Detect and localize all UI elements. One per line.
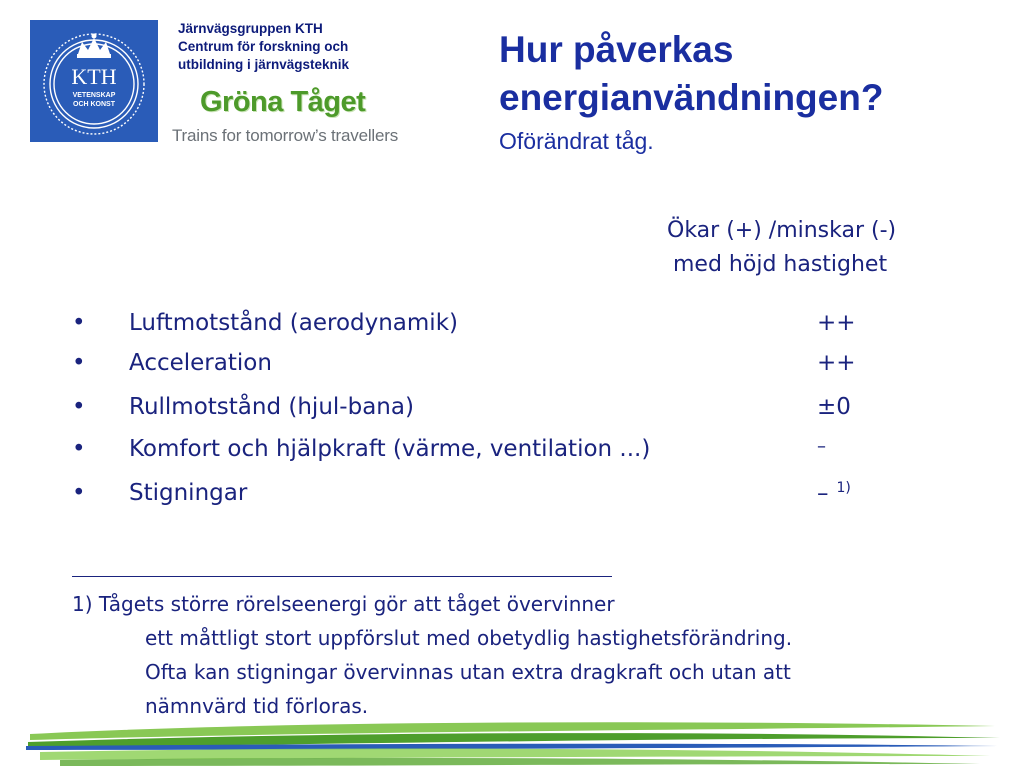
bullet-value: –	[817, 480, 829, 507]
footnote-divider	[72, 576, 612, 577]
org-name-line: Centrum för forskning och	[178, 39, 349, 54]
kth-logo-sub2: OCH KONST	[73, 101, 115, 108]
footnote-text: nämnvärd tid förloras.	[145, 694, 369, 718]
grona-taget-logo: Gröna Tåget	[200, 86, 366, 118]
kth-logo	[30, 20, 158, 142]
bullet-item	[0, 350, 1024, 382]
footnote-text: Ofta kan stigningar övervinnas utan extra dragkraft och utan att	[145, 660, 791, 684]
org-name-line: Järnvägsgruppen KTH	[178, 21, 323, 36]
column-header: Ökar (+) /minskar (-)	[667, 218, 897, 243]
slide-title: energianvändningen?	[499, 77, 884, 118]
kth-logo-sub1: VETENSKAP	[72, 92, 116, 99]
bullet-marker: •	[72, 436, 86, 462]
footnote-text: ett måttligt stort uppförslut med obetydlig hastighetsförändring.	[145, 626, 793, 650]
bullet-label: Komfort och hjälpkraft (värme, ventilation ...)	[129, 436, 651, 462]
bullet-label: Acceleration	[129, 350, 272, 376]
bullet-value: –	[817, 436, 826, 457]
kth-logo-text: KTH	[71, 64, 117, 89]
bullet-value: ±0	[817, 394, 851, 420]
column-header: med höjd hastighet	[673, 252, 888, 277]
bullet-label: Luftmotstånd (aerodynamik)	[129, 310, 458, 336]
bullet-item	[0, 310, 1024, 342]
bullet-marker: •	[72, 350, 86, 376]
grona-taget-tagline: Trains for tomorrow’s travellers	[172, 126, 398, 145]
bullet-label: Stigningar	[129, 480, 248, 506]
bullet-marker: •	[72, 310, 86, 336]
org-name-line: utbildning i järnvägsteknik	[178, 57, 350, 72]
kth-seal-icon	[30, 20, 158, 142]
bullet-item	[0, 394, 1024, 426]
bullet-label: Rullmotstånd (hjul-bana)	[129, 394, 414, 420]
footnote-reference: 1)	[836, 480, 851, 496]
slide-subtitle: Oförändrat tåg.	[499, 128, 654, 154]
bullet-value: ++	[817, 350, 856, 376]
bullet-item	[0, 480, 1024, 512]
bullet-value-group	[817, 480, 851, 507]
footnote-text: 1) Tågets större rörelseenergi gör att tåget övervinner	[72, 592, 615, 616]
bullet-value: ++	[817, 310, 856, 336]
bullet-marker: •	[72, 394, 86, 420]
bullet-item	[0, 436, 1024, 468]
decorative-swoosh	[0, 716, 1024, 768]
slide-title: Hur påverkas	[499, 29, 734, 70]
bullet-marker: •	[72, 480, 86, 506]
